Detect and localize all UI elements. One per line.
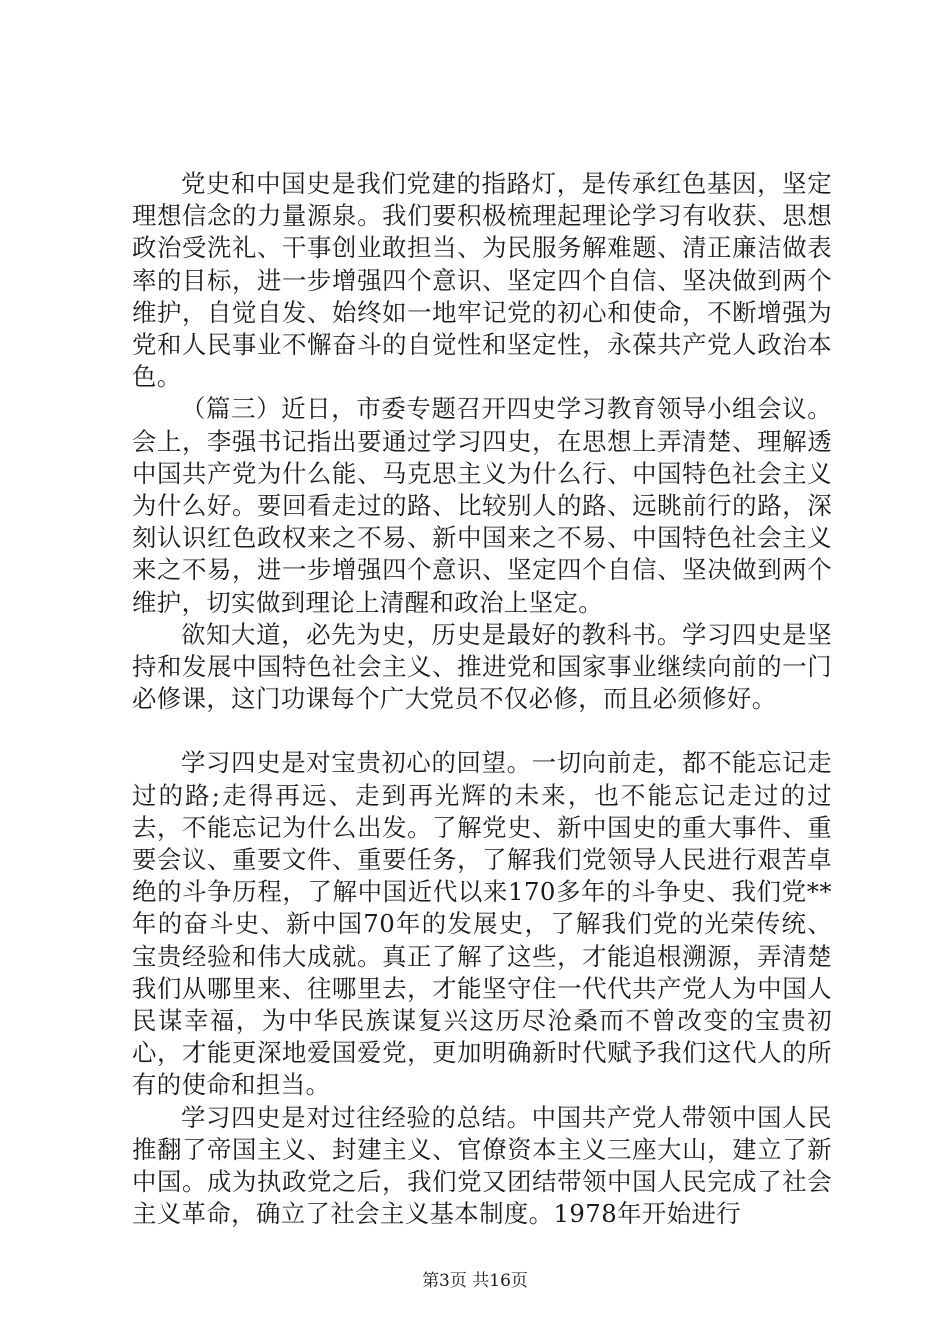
paragraph-history-textbook: 欲知大道，必先为史，历史是最好的教科书。学习四史是坚持和发展中国特色社会主义、推进党和国家事业继续向前的一门必修课，这门功课每个广大党员不仅必修，而且必须修好。 [132, 619, 832, 714]
paragraph-past-experience: 学习四史是对过往经验的总结。中国共产党人带领中国人民推翻了帝国主义、封建主义、官僚资本主义三座大山，建立了新中国。成为执政党之后，我们党又团结带领中国人民完成了社会主义革命，确立了社会主义基本制度。1978年开始进行 [132, 1102, 832, 1229]
document-body [132, 168, 832, 1231]
paragraph-party-history: 党史和中国史是我们党建的指路灯，是传承红色基因，坚定理想信念的力量源泉。我们要积极梳理起理论学习有收获、思想政治受洗礼、干事创业敢担当、为民服务解难题、清正廉洁做表率的目标，进一步增强四个意识、坚定四个自信、坚决做到两个维护，自觉自发、始终如一地牢记党的初心和使命，不断增强为党和人民事业不懈奋斗的自觉性和坚定性，永葆共产党人政治本色。 [132, 169, 832, 392]
page-number-footer: 第3页 共16页 [422, 1271, 528, 1291]
paragraph-original-aspiration: 学习四史是对宝贵初心的回望。一切向前走，都不能忘记走过的路;走得再远、走到再光辉的未来，也不能忘记走过的过去，不能忘记为什么出发。了解党史、新中国史的重大事件、重要会议、重要文件、重要任务，了解我们党领导人民进行艰苦卓绝的斗争历程，了解中国近代以来170多年的斗争史、我们党**年的奋斗史、新中国70年的发展史，了解我们党的光荣传统、宝贵经验和伟大成就。真正了解了这些，才能追根溯源，弄清楚我们从哪里来、往哪里去，才能坚守住一代代共产党人为中国人民谋幸福，为中华民族谋复兴这历尽沧桑而不曾改变的宝贵初心，才能更深地爱国爱党，更加明确新时代赋予我们这代人的所有的使命和担当。 [132, 748, 832, 1100]
paragraph-part-three: （篇三）近日，市委专题召开四史学习教育领导小组会议。会上，李强书记指出要通过学习四史，在思想上弄清楚、理解透中国共产党为什么能、马克思主义为什么行、中国特色社会主义为什么好。要回看走过的路、比较别人的路、远眺前行的路，深刻认识红色政权来之不易、新中国来之不易、中国特色社会主义来之不易，进一步增强四个意识、坚定四个自信、坚决做到两个维护，切实做到理论上清醒和政治上坚定。 [132, 394, 832, 617]
paragraph-spacer [132, 715, 832, 747]
